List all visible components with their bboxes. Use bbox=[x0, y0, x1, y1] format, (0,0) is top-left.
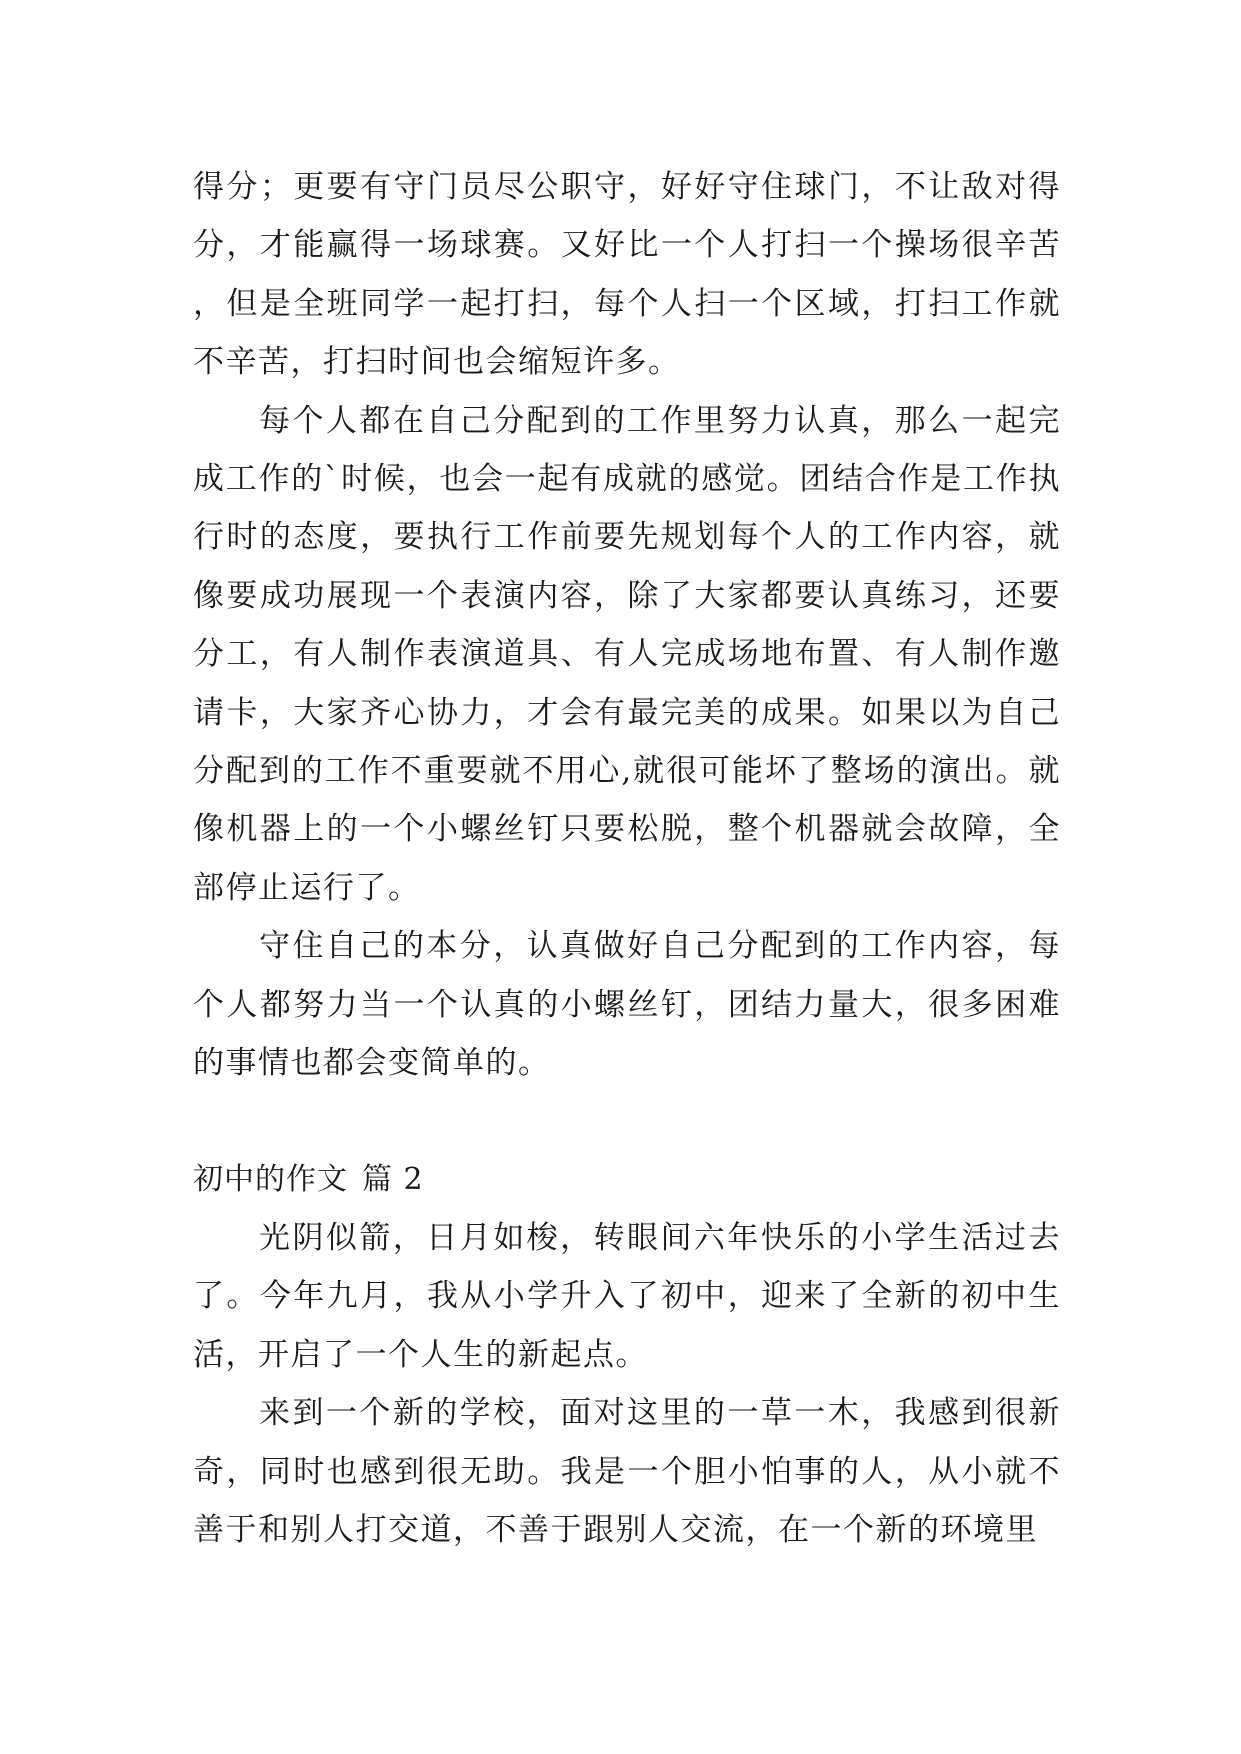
section-title: 初中的作文 bbox=[193, 1161, 348, 1197]
continuation-paragraph: 得分；更要有守门员尽公职守，好好守住球门，不让敌对得分，才能赢得一场球赛。又好比一个人打扫一个操场很辛苦，但是全班同学一起打扫，每个人扫一个区域，打扫工作就不辛苦，打扫时间也会缩短许多。 bbox=[193, 169, 1061, 381]
section-heading bbox=[193, 1151, 1061, 1209]
paragraph-time: 光阴似箭，日月如梭，转眼间六年快乐的小学生活过去了。今年九月，我从小学升入了初中，迎来了全新的初中生活，开启了一个人生的新起点。 bbox=[193, 1219, 1061, 1373]
paragraph-teamwork: 每个人都在自己分配到的工作里努力认真，那么一起完成工作的`时候，也会一起有成就的感觉。团结合作是工作执行时的态度，要执行工作前要先规划每个人的工作内容，就像要成功展现一个表演内容，除了大家都要认真练习，还要分工，有人制作表演道具、有人完成场地布置、有人制作邀请卡，大家齐心协力，才会有最完美的成果。如果以为自己分配到的工作不重要就不用心,就很可能坏了整场的演出。就像机器上的一个小螺丝钉只要松脱，整个机器就会故障，全部停止运行了。 bbox=[193, 402, 1061, 906]
paragraph-new-school: 来到一个新的学校，面对这里的一草一木，我感到很新奇，同时也感到很无助。我是一个胆小怕事的人，从小就不善于和别人打交道，不善于跟别人交流，在一个新的环境里 bbox=[193, 1395, 1061, 1548]
section-label: 篇 2 bbox=[362, 1161, 424, 1197]
document-body bbox=[193, 158, 1061, 1559]
paragraph-duty: 守住自己的本分，认真做好自己分配到的工作内容，每个人都努力当一个认真的小螺丝钉，团结力量大，很多困难的事情也都会变简单的。 bbox=[193, 928, 1061, 1082]
